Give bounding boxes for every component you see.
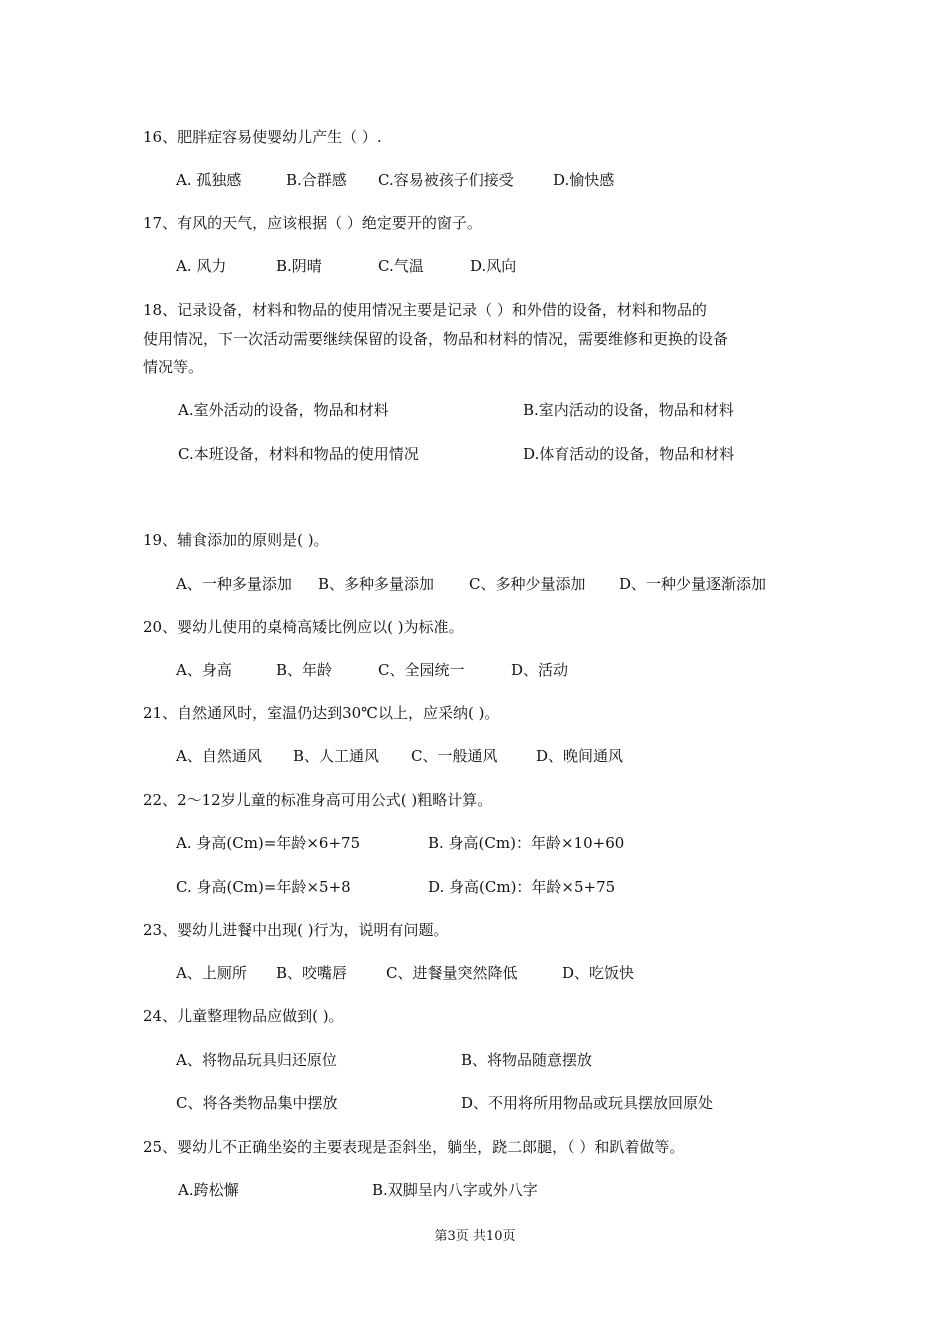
question-20-option-b: B、年龄	[276, 661, 333, 679]
question-23-option-d: D、吃饭快	[562, 964, 635, 982]
question-18-stem-line-2: 使用情况，下一次活动需要继续保留的设备，物品和材料的情况，需要维修和更换的设备	[143, 330, 729, 348]
question-22-stem: 22、2～12岁儿童的标准身高可用公式( )粗略计算。	[143, 791, 493, 809]
question-23-stem: 23、婴幼儿进餐中出现( )行为，说明有问题。	[143, 921, 449, 939]
question-21-option-c: C、一般通风	[411, 747, 498, 765]
question-20-stem: 20、婴幼儿使用的桌椅高矮比例应以( )为标准。	[143, 618, 464, 636]
page-number-footer: 第3页 共10页	[434, 1229, 516, 1244]
question-16-option-b: B.合群感	[286, 171, 347, 189]
question-21-stem: 21、自然通风时，室温仍达到30℃以上，应采纳( )。	[143, 704, 500, 722]
question-18-stem-line-1: 18、记录设备，材料和物品的使用情况主要是记录（ ）和外借的设备，材料和物品的	[143, 301, 707, 319]
question-23-option-c: C、进餐量突然降低	[386, 964, 518, 982]
question-24-option-a: A、将物品玩具归还原位	[176, 1051, 337, 1069]
question-19-option-c: C、多种少量添加	[469, 575, 586, 593]
question-22-option-a: A. 身高(Cm)=年龄×6+75	[176, 834, 361, 852]
question-16-stem: 16、肥胖症容易使婴幼儿产生（ ）.	[143, 128, 382, 146]
question-17-option-c: C.气温	[378, 257, 424, 275]
question-25-option-a: A.跨松懈	[178, 1181, 239, 1199]
question-16-option-c: C.容易被孩子们接受	[378, 171, 514, 189]
question-21-option-b: B、人工通风	[293, 747, 380, 765]
question-23-option-a: A、上厕所	[176, 964, 247, 982]
question-24-stem: 24、儿童整理物品应做到( )。	[143, 1007, 344, 1025]
question-24-option-d: D、不用将所用物品或玩具摆放回原处	[461, 1094, 714, 1112]
question-24-option-b: B、将物品随意摆放	[461, 1051, 593, 1069]
question-19-option-a: A、一种多量添加	[176, 575, 292, 593]
question-24-option-c: C、将各类物品集中摆放	[176, 1094, 338, 1112]
question-25-stem: 25、婴幼儿不正确坐姿的主要表现是歪斜坐，躺坐，跷二郎腿，（ ）和趴着做等。	[143, 1138, 685, 1156]
question-17-option-b: B.阴晴	[276, 257, 322, 275]
question-22-option-c: C. 身高(Cm)=年龄×5+8	[176, 878, 351, 896]
question-19-option-d: D、一种少量逐渐添加	[619, 575, 767, 593]
question-21-option-d: D、晚间通风	[536, 747, 624, 765]
question-16-option-a: A. 孤独感	[176, 171, 242, 189]
question-21-option-a: A、自然通风	[176, 747, 262, 765]
question-17-option-a: A. 风力	[176, 257, 227, 275]
question-25-option-b: B.双脚呈内八字或外八字	[372, 1181, 538, 1199]
question-18-option-b: B.室内活动的设备，物品和材料	[523, 401, 734, 419]
question-17-stem: 17、有风的天气，应该根据（ ）绝定要开的窗子。	[143, 214, 482, 232]
question-18-stem-line-3: 情况等。	[143, 358, 204, 376]
question-18-option-c: C.本班设备，材料和物品的使用情况	[178, 445, 419, 463]
question-17-option-d: D.风向	[470, 257, 517, 275]
question-18-option-a: A.室外活动的设备，物品和材料	[178, 401, 389, 419]
question-16-option-d: D.愉快感	[553, 171, 615, 189]
question-20-option-d: D、活动	[511, 661, 569, 679]
question-19-stem: 19、辅食添加的原则是( )。	[143, 531, 329, 549]
question-18-option-d: D.体育活动的设备，物品和材料	[523, 445, 735, 463]
question-20-option-c: C、全园统一	[378, 661, 465, 679]
question-23-option-b: B、咬嘴唇	[276, 964, 348, 982]
question-19-option-b: B、多种多量添加	[318, 575, 435, 593]
question-22-option-b: B. 身高(Cm)：年龄×10+60	[428, 834, 625, 852]
question-22-option-d: D. 身高(Cm)：年龄×5+75	[428, 878, 616, 896]
question-20-option-a: A、身高	[176, 661, 232, 679]
